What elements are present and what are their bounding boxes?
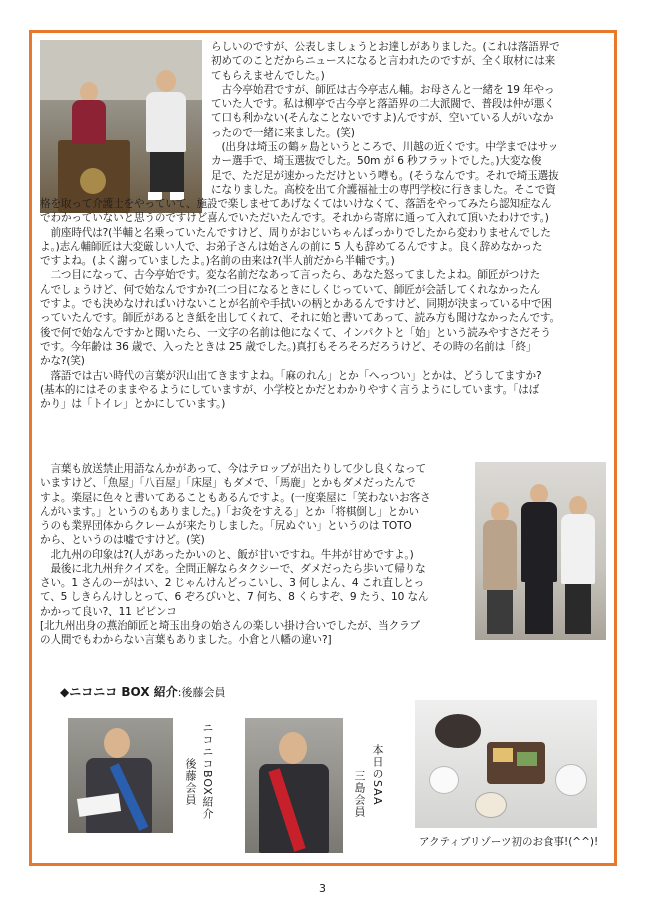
article-line: です。今年齢は 36 歳で、入ったときは 25 歳でした。)真打もそろそろだろうけど、その時の名前は「終」 [40,340,537,353]
article-line: うのも業界団体からクレームが来たりしました。「尻ぬぐい」というのは TOTO [40,520,412,533]
article-block-3 [40,462,430,576]
article-line: 最後に北九州弁クイズを。全問正解ならタクシーで、ダメだったら歩いて帰りな [40,563,426,576]
article-line: かり」は「トイレ」とかにしています。) [40,398,226,411]
caption-saa-role: 本日のSAA [371,744,384,806]
article-line: よ。)志ん輔師匠は大変厳しい人で、お弟子さんは始さんの前に 5 人も辞めてるんですよ。良く辞めなかった [40,240,543,253]
article-line: かな?(笑) [40,355,85,368]
article-line: でわかっていないと思うのですけど喜んでいただいたんです。それから寄席に通って入れて頂いたわけです。) [40,212,549,225]
article-line: いますけど、「魚屋」「八百屋」「床屋」もダメで、「馬鹿」とかもダメだったんで [40,477,416,490]
article-line: 後で何で始なんですかと聞いたら、一文字の名前は他になくて、インパクトと「始」という読みやすさだそう [40,326,551,339]
article-line: かかって良い?、11 ピピンコ [40,605,177,618]
article-line: から、というのは嘘ですけど。(笑) [40,534,205,547]
article-line: 古今亭始君ですが、師匠は古今亭志ん輔。お母さんと一緒を 19 年やっ [211,83,555,96]
page-number: 3 [319,882,326,895]
caption-saa-name: 三島会員 [353,770,366,818]
article-line: 格を取って介護士をやっていて、施設で楽しませてあげなくてはいけなくて、落語をやってみたら認知症なん [40,198,552,210]
article-block-4 [40,576,428,647]
article-line: 二つ目になって、古今亭始です。変な名前だなあって言ったら、あなた怒ってましたよね。師匠がつけた [40,269,541,282]
article-line: 足で、ただ足が速かっただけという噂も。(そうなんです。それで埼玉選抜 [211,169,559,182]
section-subtitle: :後藤会員 [177,686,226,699]
photo-meal [415,700,597,828]
caption-nikoniko-name: 後藤会員 [184,758,197,806]
article-line: カー選手で、埼玉選抜でした。50m が 6 秒フラットでした。)大変な俊 [211,155,542,168]
article-line: ですよね。(よく謝っていましたよ。)名前の由来は?(半人前だから半輔です。) [40,255,395,268]
article-line: 初めてのことだからニュースになると言われたのですが、全く取材には来 [211,55,556,68]
section-heading-nikoniko-box [60,683,225,700]
article-line: すよ。楽屋に色々と書いてあることもあるんですよ。(一度楽屋に「笑わないお客さ [40,491,431,504]
article-line: (基本的にはそのままやるようにしていますが、小学校とかだとわかりやすく言うようにしています。「はば [40,383,540,396]
article-line: (出身は埼玉の鶴ヶ島というところで、川越の近くです。中学まではサッ [211,141,559,154]
article-block-2 [40,197,606,411]
article-line: んがいます。」というのもありました。)「お灸をすえる」とか「将棋倒し」とかい [40,505,419,518]
article-line: 落語では古い時代の言葉が沢山出てきますよね。「麻のれん」とか「へっつい」とかは、どうしてますか? [40,369,542,382]
article-line: さい。1 さんのーがはい、2 じゃんけんどっこいし、3 何しよん、4 これ直しとっ [40,577,425,589]
photo-speakers-podium [40,40,202,213]
article-line: て口も利かない(そんなことないですよ)んですが、空いている人がいなか [211,112,554,125]
article-line: の人間でもわからない言葉もありました。小倉と八幡の違い?] [40,634,332,647]
article-line: て、5 しきらんけしとって、6 ぞろびいと、7 何ち、8 くらすぞ、9 たう、10 なん [40,591,429,604]
article-line: 前座時代は?(半輔と名乗っていたんですけど、周りがおじいちゃんばっかりでしたから変わりませんでした [40,226,551,239]
article-line: らしいのですが、公表しましょうとお達しがありました。(これは落語界で [211,41,560,53]
article-line: てもらえませんでした。) [211,69,325,82]
article-line: 言葉も放送禁止用語なんかがあって、今はテロップが出たりして少し良くなって [40,463,426,475]
article-line: んでしょうけど、何で始なんですか?(二つ目になるときにしくじっていて、師匠が会話してくれなかったん [40,283,541,296]
article-block-1 [211,40,560,197]
article-line: ていた人です。私は柳亭で古今亭と落語界の二大派閥で、普段は仲が悪く [211,98,555,111]
caption-nikoniko-role: ニコニコBOX紹介 [201,722,214,820]
article-line: ですよ。でも決めなければいけないことが名前や手拭いの柄とかあるんですけど、同期が決まっている中で困 [40,298,552,311]
photo-goto-member [68,718,173,833]
article-line: になりました。高校を出て介護福祉士の専門学校に行きました。そこで資 [211,183,556,196]
photo-three-members [475,462,606,640]
article-line: 北九州の印象は?(人があったかいのと、飯が甘いですね。牛丼が甘めですよ。) [40,548,414,561]
article-line: [北九州出身の燕治師匠と埼玉出身の始さんの楽しい掛け合いでしたが、当クラブ [40,619,420,632]
article-line: っていたんです。師匠があるとき紙を出してくれて、それに始と書いてあって、読み方も聞けなかったんです。 [40,312,560,325]
section-title: ◆ニコニコ BOX 紹介 [60,685,178,699]
photo-saa-member [245,718,343,853]
caption-meal: アクティブリゾーツ初のお食事!(^^)! [419,836,599,848]
article-line: ったので一緒に来ました。(笑) [211,126,355,139]
